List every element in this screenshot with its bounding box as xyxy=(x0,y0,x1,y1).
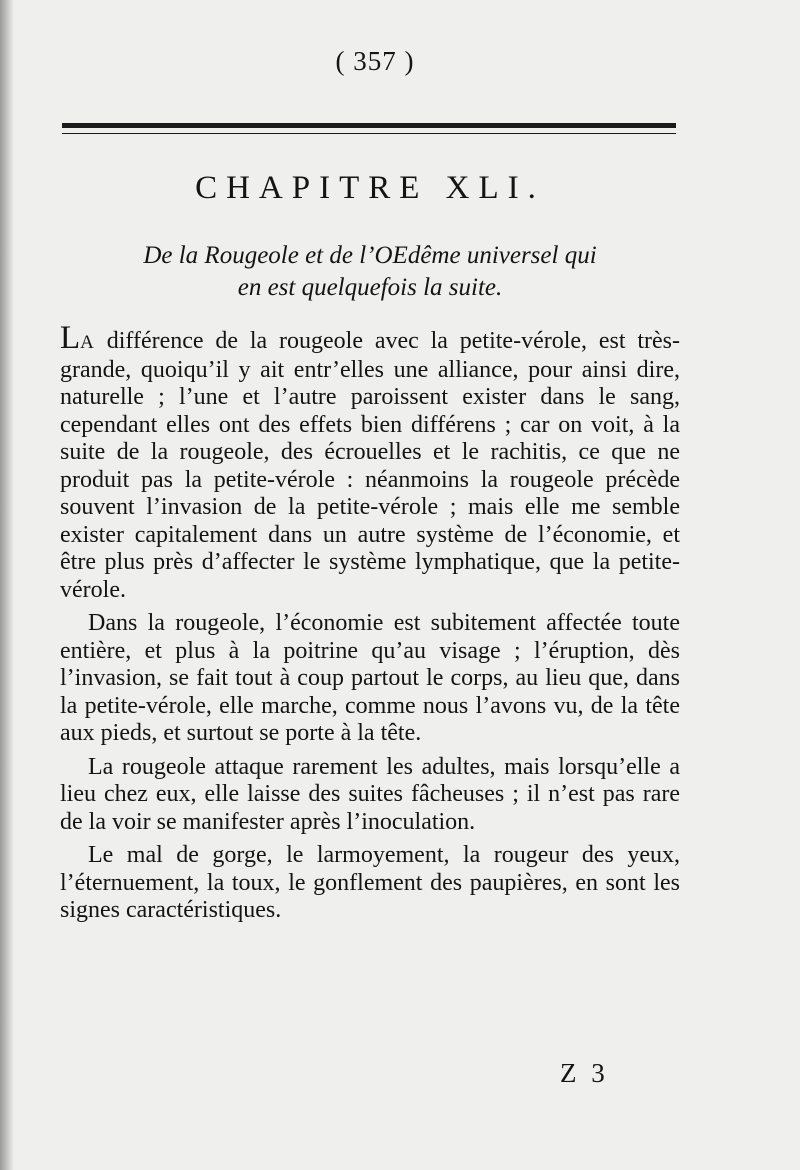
page-number: ( 357 ) xyxy=(335,46,415,76)
header-rule-thick xyxy=(62,123,676,128)
subtitle-line-1: De la Rougeole et de l’OEdême universel qui xyxy=(143,242,597,269)
small-caps-lead: A xyxy=(80,332,95,353)
chapter-title: CHAPITRE XLI. xyxy=(195,170,545,206)
body-text xyxy=(60,320,680,931)
paragraph-3: La rougeole attaque rarement les adultes, mais lorsqu’elle a lieu chez eux, elle laisse des suites fâcheuses ; il n’est pas rare de la voir se manifester après l’inoculation. xyxy=(60,753,680,835)
drop-cap: L xyxy=(60,320,81,356)
paragraph-1-text: différence de la rougeole avec la petite-vérole, est très-grande, quoiqu’il y ait entr’elles une alliance, pour ainsi dire, naturelle ; l’une et l’autre paroissent exister dans le sang, cependant elles ont des effets bien différens ; car on voit, à la suite de la rougeole, des écrouelles et le rachitis, ce que ne produit pas la petite-vérole : néanmoins la rougeole précède souvent l’invasion de la petite-vérole ; mais elle me semble exister capitalement dans un autre système de l’économie, et être plus près d’affecter le système lymphatique, que la petite-vérole. xyxy=(60,328,680,603)
header-rule-thin xyxy=(62,133,676,134)
paragraph-1 xyxy=(60,320,680,604)
paragraph-2: Dans la rougeole, l’économie est subitement affectée toute entière, et plus à la poitrine qu’au visage ; l’éruption, dès l’invasion, se fait tout à coup partout le corps, au lieu que, dans la petite-vérole, elle marche, comme nous l’avons vu, de la tête aux pieds, et surtout se porte à la tête. xyxy=(60,610,680,746)
signature-mark: Z 3 xyxy=(560,1058,609,1088)
chapter-subtitle xyxy=(60,240,680,304)
paragraph-4: Le mal de gorge, le larmoyement, la rougeur des yeux, l’éternuement, la toux, le gonflement des paupières, en sont les signes caractéristiques. xyxy=(60,842,680,923)
subtitle-line-2: en est quelquefois la suite. xyxy=(237,274,503,301)
